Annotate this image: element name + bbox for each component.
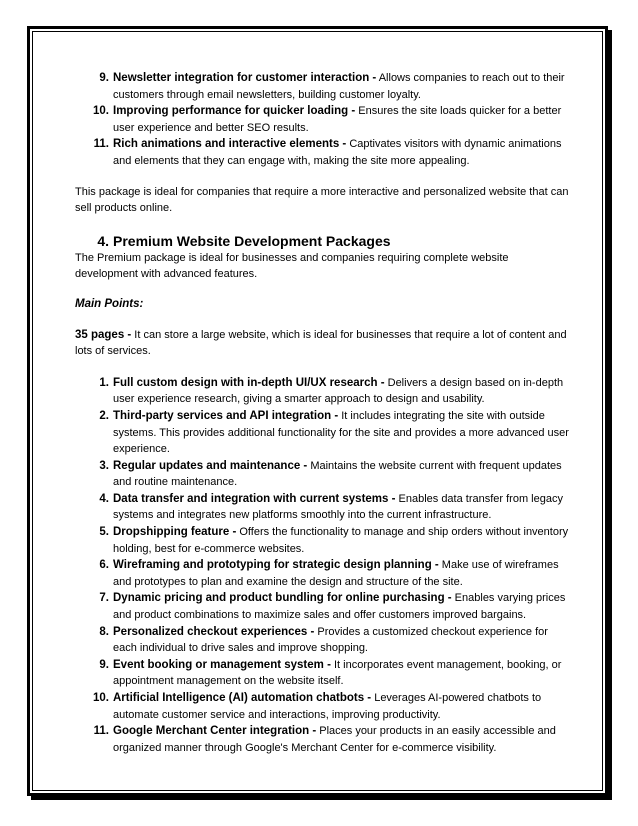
document-body [75, 70, 569, 756]
list-item-lead: Data transfer and integration with current systems - [113, 492, 396, 505]
list-item-text: Allows companies to reach out to their customers through email newsletters, building customer loyalty. [113, 72, 565, 101]
numbered-list [75, 375, 569, 757]
list-item-lead: Event booking or management system - [113, 658, 331, 671]
list-item-lead: Full custom design with in-depth UI/UX research - [113, 376, 385, 389]
list-item-number: 10. [93, 105, 109, 118]
pages-paragraph [75, 327, 569, 360]
list-item [75, 590, 569, 623]
list-item-text: Offers the functionality to manage and ship orders without inventory holding, best for e-commerce websites. [113, 526, 569, 555]
page-border-shadow [31, 796, 612, 800]
list-item-lead: Google Merchant Center integration - [113, 725, 317, 738]
list-item-number: 11. [93, 138, 109, 151]
list-item [75, 375, 569, 408]
page-border-shadow [608, 30, 612, 800]
list-item-lead: Rich animations and interactive elements - [113, 138, 347, 151]
list-item-text: Enables varying prices and product combinations to maximize sales and offer customers improved bargains. [113, 592, 566, 622]
list-item [75, 690, 569, 723]
list-item [75, 408, 569, 458]
list-item [75, 136, 569, 169]
list-item-lead: Newsletter integration for customer interaction - [113, 72, 377, 84]
list-item-number: 7. [99, 592, 109, 605]
list-item-number: 11. [93, 725, 109, 738]
list-item-text: It includes integrating the site with outside systems. This provides additional functionality for the site and provides a more advanced user experience. [113, 409, 569, 456]
section-number: 4. [97, 232, 109, 249]
section-heading [75, 232, 569, 250]
pages-lead: 35 pages - [75, 328, 132, 341]
list-item-number: 8. [99, 625, 109, 638]
list-item-number: 4. [99, 492, 109, 505]
list-item-text: It incorporates event management, booking, or appointment management on the website itself. [113, 658, 562, 688]
list-item [75, 723, 569, 756]
list-item [75, 458, 569, 491]
list-item-lead: Third-party services and API integration - [113, 409, 339, 422]
list-item-lead: Dropshipping feature - [113, 526, 237, 539]
list-item [75, 657, 569, 690]
list-item-text: Make use of wireframes and prototypes to plan and examine the design and structure of the site. [113, 559, 559, 588]
list-item-number: 5. [99, 526, 109, 539]
list-item [75, 70, 569, 103]
list-item-number: 6. [99, 559, 109, 572]
list-item-text: Ensures the site loads quicker for a better user experience and better SEO results. [113, 105, 562, 134]
list-item-text: Captivates visitors with dynamic animations and elements that they can engage with, making the site more appealing. [113, 138, 562, 167]
list-item-text: Leverages AI-powered chatbots to automate customer service and interactions, improving productivity. [113, 692, 542, 721]
list-item-lead: Improving performance for quicker loading - [113, 105, 356, 118]
list-item-text: Places your products in an easily accessible and organized manner through Google's Merchant Center for e-commerce visibility. [113, 725, 556, 754]
list-item-lead: Regular updates and maintenance - [113, 459, 308, 472]
intro-paragraph: The Premium package is ideal for businesses and companies requiring complete website development with advanced features. [75, 251, 509, 281]
list-item-lead: Dynamic pricing and product bundling for online purchasing - [113, 592, 452, 605]
list-item-text: Delivers a design based on in-depth user experience research, giving a smarter approach to design and usability. [113, 376, 564, 406]
summary-paragraph: This package is ideal for companies that require a more interactive and personalized website that can sell products online. [75, 185, 569, 215]
pages-text: It can store a large website, which is ideal for businesses that require a lot of content and lots of services. [75, 328, 567, 358]
list-item-number: 9. [99, 658, 109, 671]
list-item [75, 557, 569, 590]
list-item-text: Enables data transfer from legacy systems and integrates new platforms smoothly into the current infrastructure. [113, 492, 563, 522]
list-item-number: 2. [99, 409, 109, 422]
list-item-text: Maintains the website current with frequent updates and routine maintenance. [113, 459, 562, 489]
list-item [75, 624, 569, 657]
list-item-lead: Artificial Intelligence (AI) automation chatbots - [113, 692, 372, 704]
list-item-number: 9. [99, 72, 109, 84]
list-item-number: 10. [93, 692, 109, 704]
numbered-list [75, 70, 569, 170]
list-item-number: 3. [99, 459, 109, 472]
section-title: Premium Website Development Packages [113, 232, 391, 249]
list-item [75, 524, 569, 557]
list-item-text: Provides a customized checkout experience for each individual to drive sales and improve shopping. [113, 625, 548, 655]
main-points-heading: Main Points: [75, 297, 144, 310]
list-item-number: 1. [99, 376, 109, 389]
list-item [75, 491, 569, 524]
list-item [75, 103, 569, 136]
list-item-lead: Personalized checkout experiences - [113, 625, 315, 638]
list-item-lead: Wireframing and prototyping for strategic design planning - [113, 559, 439, 572]
